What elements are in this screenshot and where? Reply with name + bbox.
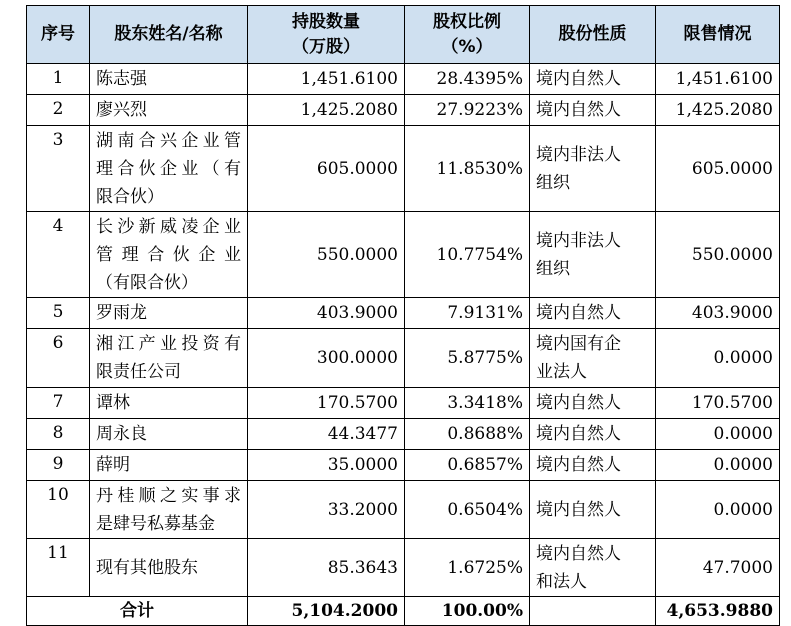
row-nature-line: 境内自然人 (536, 543, 621, 564)
row-shares: 605.0000 (248, 126, 405, 212)
row-restricted: 0.0000 (656, 450, 780, 481)
row-name (90, 329, 248, 388)
row-name-line: 丹桂顺之实事求 (96, 485, 241, 506)
row-nature (530, 298, 656, 329)
row-shares: 1,425.2080 (248, 95, 405, 126)
row-nature (530, 95, 656, 126)
row-nature-line: 组织 (536, 258, 570, 279)
row-nature-line: 业法人 (536, 362, 587, 382)
header-nature: 股份性质 (530, 6, 656, 64)
header-row (27, 6, 780, 64)
row-ratio: 0.6857% (405, 450, 530, 481)
row-nature (530, 126, 656, 212)
row-nature-line: 境内非法人 (536, 230, 621, 251)
row-restricted: 605.0000 (656, 126, 780, 212)
table-row (27, 450, 780, 481)
row-ratio: 10.7754% (405, 212, 530, 298)
row-nature-line: 境内自然人 (536, 455, 621, 475)
total-row (27, 597, 780, 626)
row-name-line: 陈志强 (96, 69, 147, 89)
row-restricted: 0.0000 (656, 481, 780, 539)
row-seq: 2 (27, 95, 90, 126)
total-label: 合计 (27, 597, 248, 626)
header-name: 股东姓名/名称 (90, 6, 248, 64)
row-nature-line: 境内国有企 (536, 334, 621, 354)
row-nature (530, 329, 656, 388)
row-nature (530, 450, 656, 481)
row-shares: 44.3477 (248, 419, 405, 450)
row-ratio: 0.6504% (405, 481, 530, 539)
row-name (90, 95, 248, 126)
row-name-line: 罗雨龙 (96, 303, 147, 323)
total-restricted: 4,653.9880 (656, 597, 780, 626)
row-nature-line: 境内非法人 (536, 144, 621, 165)
row-nature (530, 481, 656, 539)
row-ratio: 0.8688% (405, 419, 530, 450)
row-restricted: 550.0000 (656, 212, 780, 298)
row-name (90, 212, 248, 298)
row-name (90, 481, 248, 539)
row-ratio: 5.8775% (405, 329, 530, 388)
row-seq: 7 (27, 388, 90, 419)
row-seq: 5 (27, 298, 90, 329)
row-name (90, 126, 248, 212)
table-body (27, 64, 780, 597)
row-nature-line: 境内自然人 (536, 100, 621, 120)
header-ratio-line2: （%） (441, 36, 493, 57)
row-ratio: 7.9131% (405, 298, 530, 329)
row-shares: 1,451.6100 (248, 64, 405, 95)
header-seq: 序号 (27, 6, 90, 64)
row-nature (530, 388, 656, 419)
row-ratio: 27.9223% (405, 95, 530, 126)
row-restricted: 47.7000 (656, 539, 780, 597)
row-name-line: 长沙新威凌企业 (96, 216, 241, 237)
row-name-line: 理合伙企业（有 (96, 158, 241, 179)
row-restricted: 0.0000 (656, 329, 780, 388)
row-nature-line: 境内自然人 (536, 393, 621, 413)
header-shares (248, 6, 405, 64)
table-row (27, 64, 780, 95)
row-nature-line: 和法人 (536, 571, 587, 592)
row-nature-line: 境内自然人 (536, 424, 621, 444)
row-name (90, 64, 248, 95)
row-name-line: 湖南合兴企业管 (96, 130, 241, 151)
row-seq: 8 (27, 419, 90, 450)
total-ratio: 100.00% (405, 597, 530, 626)
row-name-line: 薛明 (96, 455, 130, 475)
row-seq: 9 (27, 450, 90, 481)
row-ratio: 1.6725% (405, 539, 530, 597)
row-shares: 85.3643 (248, 539, 405, 597)
row-shares: 300.0000 (248, 329, 405, 388)
row-restricted: 170.5700 (656, 388, 780, 419)
row-nature-line: 境内自然人 (536, 303, 621, 323)
row-name-line: 廖兴烈 (96, 100, 147, 120)
row-ratio: 11.8530% (405, 126, 530, 212)
row-nature (530, 419, 656, 450)
row-seq: 6 (27, 329, 90, 388)
row-seq: 3 (27, 126, 90, 212)
total-nature (530, 597, 656, 626)
table-row (27, 419, 780, 450)
row-restricted: 1,451.6100 (656, 64, 780, 95)
row-nature-line: 组织 (536, 172, 570, 193)
shareholder-table (26, 5, 780, 626)
row-name-line: 周永良 (96, 424, 147, 444)
row-name (90, 298, 248, 329)
row-nature (530, 64, 656, 95)
row-name-line: 管理合伙企业 (96, 244, 241, 265)
row-name (90, 450, 248, 481)
row-seq: 10 (27, 481, 90, 539)
row-shares: 35.0000 (248, 450, 405, 481)
row-seq: 11 (27, 539, 90, 597)
header-shares-line1: 持股数量 (292, 11, 360, 32)
table-row (27, 481, 780, 539)
row-shares: 403.9000 (248, 298, 405, 329)
row-shares: 33.2000 (248, 481, 405, 539)
row-ratio: 3.3418% (405, 388, 530, 419)
header-shares-line2: （万股） (292, 36, 360, 57)
table-row (27, 298, 780, 329)
row-ratio: 28.4395% (405, 64, 530, 95)
row-name-line: 是肆号私募基金 (96, 513, 215, 534)
header-restricted: 限售情况 (656, 6, 780, 64)
row-shares: 550.0000 (248, 212, 405, 298)
row-seq: 1 (27, 64, 90, 95)
row-nature-line: 境内自然人 (536, 69, 621, 89)
table-row (27, 95, 780, 126)
row-name-line: 限合伙） (96, 186, 164, 207)
row-nature (530, 539, 656, 597)
total-shares: 5,104.2000 (248, 597, 405, 626)
row-nature (530, 212, 656, 298)
row-name-line: 湘江产业投资有 (96, 334, 241, 354)
table-row (27, 329, 780, 388)
header-ratio (405, 6, 530, 64)
row-shares: 170.5700 (248, 388, 405, 419)
row-restricted: 0.0000 (656, 419, 780, 450)
row-name-line: （有限合伙） (96, 272, 198, 293)
row-name (90, 388, 248, 419)
row-nature-line: 境内自然人 (536, 499, 621, 520)
table-row (27, 388, 780, 419)
table-row (27, 126, 780, 212)
row-restricted: 1,425.2080 (656, 95, 780, 126)
row-name (90, 419, 248, 450)
row-name-line: 限责任公司 (96, 362, 181, 382)
row-name-line: 现有其他股东 (96, 557, 198, 578)
table-row (27, 539, 780, 597)
header-ratio-line1: 股权比例 (433, 11, 501, 32)
row-restricted: 403.9000 (656, 298, 780, 329)
row-name (90, 539, 248, 597)
table-row (27, 212, 780, 298)
row-seq: 4 (27, 212, 90, 298)
row-name-line: 谭林 (96, 393, 130, 413)
